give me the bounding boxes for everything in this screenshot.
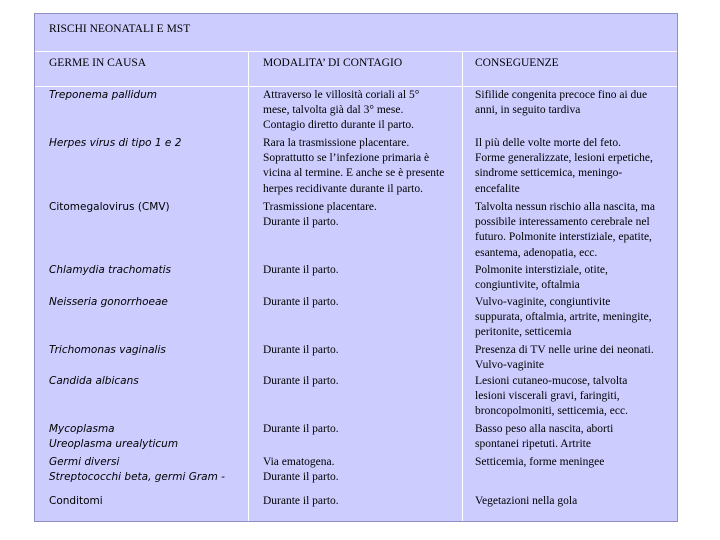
- consequences-cell-line: anni, in seguito tardiva: [475, 104, 581, 117]
- contagion-cell: [263, 263, 339, 278]
- germ-cell-line: Citomegalovirus (CMV): [49, 201, 170, 213]
- germ-cell: [49, 374, 139, 389]
- consequences-cell-line: esantema, adenopatia, ecc.: [475, 246, 598, 259]
- header-modalita: MODALITA’ DI CONTAGIO: [263, 57, 403, 69]
- germ-cell-line: Trichomonas vaginalis: [49, 344, 166, 356]
- consequences-cell-line: Basso peso alla nascita, aborti: [475, 423, 614, 435]
- consequences-cell-line: Setticemia, forme meningee: [475, 456, 605, 468]
- header-conseguenze: CONSEGUENZE: [475, 57, 559, 69]
- consequences-cell-line: possibile interessamento cerebrale nel: [475, 216, 650, 229]
- germ-cell-line: Conditomi: [49, 495, 103, 507]
- germ-cell: [49, 343, 166, 358]
- germ-cell: [49, 136, 181, 151]
- contagion-cell-line: Durante il parto.: [263, 423, 339, 435]
- contagion-cell-line: herpes recidivante durante il parto.: [263, 182, 423, 195]
- contagion-cell-line: Attraverso le villosità coriali al 5°: [263, 89, 420, 101]
- contagion-cell: [263, 295, 339, 310]
- contagion-cell: [263, 200, 377, 230]
- consequences-cell-line: Presenza di TV nelle urine dei neonati.: [475, 344, 654, 356]
- consequences-cell-line: lesioni viscerali gravi, faringiti,: [475, 390, 620, 403]
- consequences-cell: [475, 88, 647, 118]
- column-divider: [248, 52, 249, 521]
- germ-cell-line: Streptococchi beta, germi Gram -: [49, 471, 225, 484]
- germ-cell: [49, 88, 157, 103]
- table-title: RISCHI NEONATALI E MST: [49, 23, 191, 35]
- consequences-cell-line: encefalite: [475, 182, 520, 195]
- consequences-cell-line: sindrome setticemica, meningo-: [475, 167, 623, 180]
- header-germe: GERME IN CAUSA: [49, 57, 147, 69]
- header-divider: [35, 86, 677, 87]
- contagion-cell-line: Durante il parto.: [263, 264, 339, 276]
- consequences-cell-line: peritonite, setticemia: [475, 326, 572, 339]
- germ-cell-line: Ureoplasma urealyticum: [49, 438, 179, 451]
- contagion-cell: [263, 455, 339, 485]
- contagion-cell-line: Durante il parto.: [263, 495, 339, 507]
- consequences-cell-line: Talvolta nessun rischio alla nascita, ma: [475, 201, 655, 213]
- contagion-cell-line: Durante il parto.: [263, 344, 339, 356]
- germ-cell-line: Herpes virus di tipo 1 e 2: [49, 137, 182, 149]
- germ-cell-line: Germi diversi: [49, 456, 120, 468]
- consequences-cell-line: congiuntivite, oftalmia: [475, 279, 580, 292]
- consequences-cell: [475, 422, 613, 452]
- contagion-cell-line: mese, talvolta già dal 3° mese.: [263, 104, 404, 117]
- contagion-cell-line: Contagio diretto durante il parto.: [263, 119, 415, 132]
- contagion-cell-line: Soprattutto se l’infezione primaria è: [263, 152, 430, 165]
- germ-cell: [49, 422, 178, 452]
- contagion-cell-line: Durante il parto.: [263, 296, 339, 308]
- consequences-cell-line: Vegetazioni nella gola: [475, 495, 578, 507]
- germ-cell: [49, 200, 170, 215]
- consequences-cell-line: Il più delle volte morte del feto.: [475, 137, 621, 149]
- germ-cell: [49, 494, 103, 509]
- consequences-cell-line: futuro. Polmonite interstiziale, epatite,: [475, 231, 652, 244]
- consequences-cell-line: broncopolmoniti, setticemia, ecc.: [475, 405, 628, 418]
- contagion-cell: [263, 374, 339, 389]
- consequences-cell-line: Vulvo-vaginite, congiuntivite: [475, 296, 611, 308]
- consequences-cell: [475, 343, 654, 373]
- germ-cell-line: Neisseria gonorrhoeae: [49, 296, 168, 308]
- contagion-cell-line: Rara la trasmissione placentare.: [263, 137, 410, 149]
- contagion-cell: [263, 136, 444, 197]
- consequences-cell: [475, 494, 577, 509]
- germ-cell-line: Candida albicans: [49, 375, 139, 387]
- consequences-cell: [475, 455, 604, 470]
- title-row: [35, 14, 677, 52]
- germ-cell: [49, 455, 225, 485]
- contagion-cell-line: Durante il parto.: [263, 216, 339, 229]
- contagion-cell-line: Durante il parto.: [263, 375, 339, 387]
- consequences-cell-line: Polmonite interstiziale, otite,: [475, 264, 608, 276]
- contagion-cell-line: Via ematogena.: [263, 456, 335, 468]
- germ-cell-line: Treponema pallidum: [49, 89, 157, 101]
- consequences-cell: [475, 200, 655, 261]
- contagion-cell-line: Durante il parto.: [263, 471, 339, 484]
- consequences-cell-line: suppurata, oftalmia, artrite, meningite,: [475, 311, 652, 324]
- consequences-cell: [475, 374, 628, 420]
- contagion-cell: [263, 343, 339, 358]
- germ-cell: [49, 295, 168, 310]
- consequences-cell-line: Lesioni cutaneo-mucose, talvolta: [475, 375, 628, 387]
- column-divider: [462, 52, 463, 521]
- germ-cell-line: Chlamydia trachomatis: [49, 264, 172, 276]
- contagion-cell-line: Trasmissione placentare.: [263, 201, 377, 213]
- contagion-cell: [263, 494, 339, 509]
- consequences-cell: [475, 295, 652, 341]
- contagion-cell: [263, 88, 419, 134]
- germ-cell-line: Mycoplasma: [49, 423, 115, 435]
- germ-cell: [49, 263, 171, 278]
- consequences-cell: [475, 263, 608, 293]
- consequences-cell-line: Forme generalizzate, lesioni erpetiche,: [475, 152, 653, 165]
- consequences-cell-line: Vulvo-vaginite: [475, 359, 544, 372]
- consequences-cell-line: Sifilide congenita precoce fino ai due: [475, 89, 648, 101]
- contagion-cell-line: vicina al termine. E anche se è presente: [263, 167, 445, 180]
- consequences-cell-line: spontanei ripetuti. Artrite: [475, 438, 591, 451]
- contagion-cell: [263, 422, 339, 437]
- slide-table: [34, 13, 678, 522]
- consequences-cell: [475, 136, 653, 197]
